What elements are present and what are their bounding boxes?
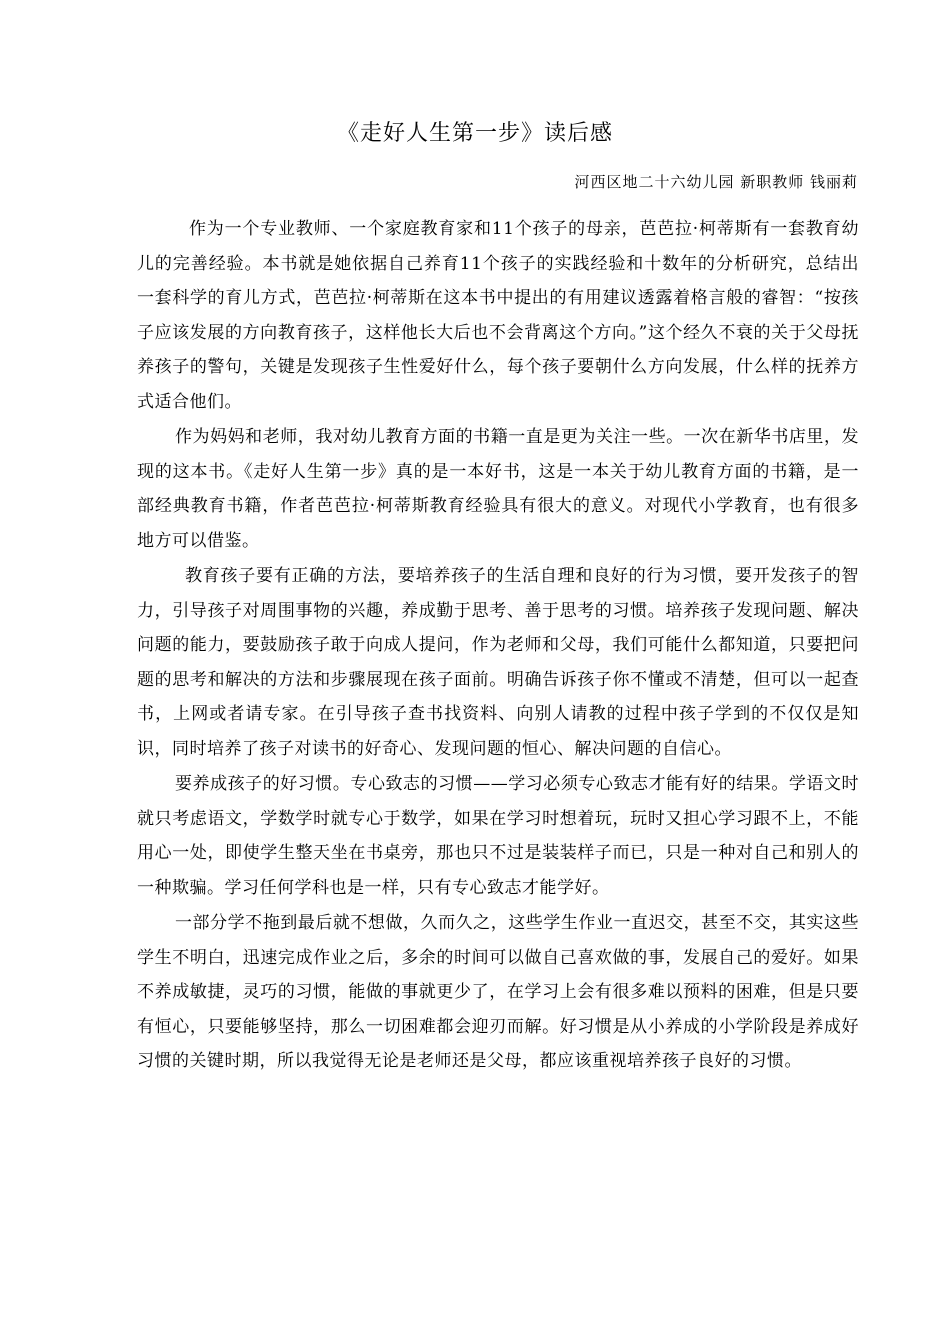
- paragraph-5: 一部分学不拖到最后就不想做，久而久之，这些学生作业一直迟交，甚至不交，其实这些学生不明白，迅速完成作业之后，多余的时间可以做自己喜欢做的事，发展自己的爱好。如果不养成敏捷，灵巧的习惯，能做的事就更少了，在学习上会有很多难以预料的困难，但是只要有恒心，只要能够坚持，那么一切困难都会迎刃而解。好习惯是从小养成的小学阶段是养成好习惯的关键时期，所以我觉得无论是老师还是父母，都应该重视培养孩子良好的习惯。: [137, 913, 859, 1071]
- author-line: 河西区地二十六幼儿园 新职教师 钱丽莉: [574, 173, 858, 191]
- paragraph-4: 要养成孩子的好习惯。专心致志的习惯——学习必须专心致志才能有好的结果。学语文时就只考虑语文，学数学时就专心于数学，如果在学习时想着玩，玩时又担心学习跟不上，不能用心一处，即使学生整天坐在书桌旁，那也只不过是装装样子而已，只是一种对自己和别人的一种欺骗。学习任何学科也是一样，只有专心致志才能学好。: [137, 774, 859, 898]
- document-body: [137, 212, 859, 1079]
- paragraph-1: 作为一个专业教师、一个家庭教育家和11个孩子的母亲，芭芭拉·柯蒂斯有一套教育幼儿的完善经验。本书就是她依据自己养育11个孩子的实践经验和十数年的分析研究，总结出一套科学的育儿方式，芭芭拉·柯蒂斯在这本书中提出的有用建议透露着格言般的睿智：“按孩子应该发展的方向教育孩子，这样他长大后也不会背离这个方向。”这个经久不衰的关于父母抚养孩子的警句，关键是发现孩子生性爱好什么，每个孩子要朝什么方向发展，什么样的抚养方式适合他们。: [137, 219, 859, 412]
- paragraph-3: 教育孩子要有正确的方法，要培养孩子的生活自理和良好的行为习惯，要开发孩子的智力，引导孩子对周围事物的兴趣，养成勤于思考、善于思考的习惯。培养孩子发现问题、解决问题的能力，要鼓励孩子敢于向成人提问，作为老师和父母，我们可能什么都知道，只要把问题的思考和解决的方法和步骤展现在孩子面前。明确告诉孩子你不懂或不清楚，但可以一起查书，上网或者请专家。在引导孩子查书找资料、向别人请教的过程中孩子学到的不仅仅是知识，同时培养了孩子对读书的好奇心、发现问题的恒心、解决问题的自信心。: [137, 566, 859, 759]
- page-title: 《走好人生第一步》读后感: [336, 121, 613, 146]
- paragraph-2: 作为妈妈和老师，我对幼儿教育方面的书籍一直是更为关注一些。一次在新华书店里，发现的这本书。《走好人生第一步》真的是一本好书，这是一本关于幼儿教育方面的书籍，是一部经典教育书籍，作者芭芭拉·柯蒂斯教育经验具有很大的意义。对现代小学教育，也有很多地方可以借鉴。: [137, 427, 859, 551]
